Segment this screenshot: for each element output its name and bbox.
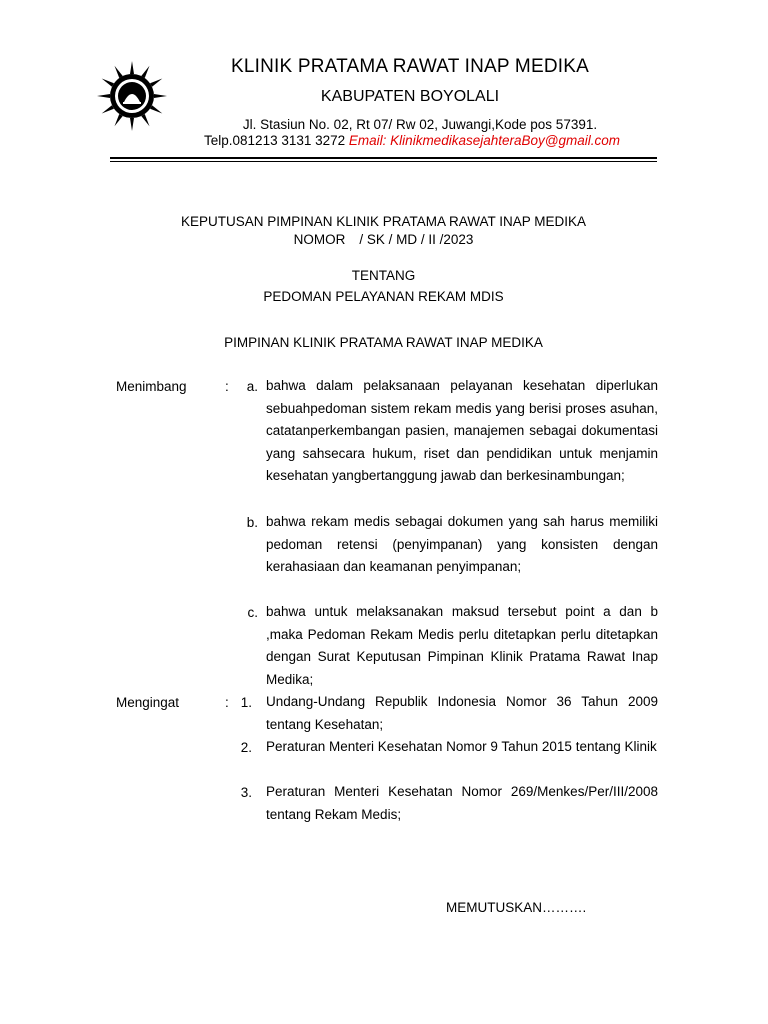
mengingat-item-1: Undang-Undang Republik Indonesia Nomor 36 Tahun 2009 tentang Kesehatan; <box>266 694 658 732</box>
menimbang-item-a: bahwa dalam pelaksanaan pelayanan kesehatan diperlukan sebuahpedoman sistem rekam medis yang berisi proses asuhan, catatanperkembangan pasien, manajemen sebagai dokumentasi yang sahsecara hukum, riset dan pendidikan untuk menjamin kesehatan yangbertanggung jawab dan berkesinambungan; <box>266 378 658 483</box>
decree-title: KEPUTUSAN PIMPINAN KLINIK PRATAMA RAWAT INAP MEDIKA <box>180 214 587 229</box>
menimbang-marker-a: a. <box>246 379 258 394</box>
menimbang-item-c: bahwa untuk melaksanakan maksud tersebut point a dan b ,maka Pedoman Rekam Medis perlu ditetapkan perlu ditetapkan dengan Surat Keputusan Pimpinan Klinik Pratama Rawat Inap Medika; <box>266 604 658 687</box>
tentang-heading: TENTANG <box>351 268 416 283</box>
clinic-address: Jl. Stasiun No. 02, Rt 07/ Rw 02, Juwangi,Kode pos 57391. <box>242 117 598 132</box>
regency-name: KABUPATEN BOYOLALI <box>320 88 500 105</box>
mengingat-marker-3: 3. <box>240 785 252 800</box>
clinic-phone: Telp.081213 3131 3272 <box>204 133 346 148</box>
mengingat-marker-2: 2. <box>240 740 252 755</box>
decree-authority: PIMPINAN KLINIK PRATAMA RAWAT INAP MEDIKA <box>224 335 543 350</box>
menimbang-marker-c: c. <box>247 605 258 620</box>
menimbang-label: Menimbang <box>116 379 187 394</box>
mengingat-label: Mengingat <box>116 695 180 710</box>
clinic-contact <box>112 133 712 148</box>
menimbang-marker-b: b. <box>246 515 258 530</box>
clinic-name: KLINIK PRATAMA RAWAT INAP MEDIKA <box>231 56 589 77</box>
mengingat-marker-1: 1. <box>240 695 252 710</box>
menimbang-item-b: bahwa rekam medis sebagai dokumen yang sah harus memiliki pedoman retensi (penyimpanan) yang konsisten dengan kerahasiaan dan keamanan penyimpanan; <box>266 514 658 574</box>
mengingat-item-3: Peraturan Menteri Kesehatan Nomor 269/Menkes/Per/III/2008 tentang Rekam Medis; <box>266 784 658 822</box>
memutuskan-heading: MEMUTUSKAN………. <box>446 900 587 915</box>
menimbang-colon: : <box>225 379 229 394</box>
sun-emblem-icon <box>96 60 168 132</box>
mengingat-colon: : <box>225 695 229 710</box>
letterhead-divider-thin <box>110 161 657 162</box>
clinic-email-link[interactable]: Email: KlinikmedikasejahteraBoy@gmail.com <box>348 133 620 148</box>
decree-subject: PEDOMAN PELAYANAN REKAM MDIS <box>263 289 504 304</box>
letterhead-divider-thick <box>110 157 657 159</box>
decree-number <box>110 232 657 247</box>
decree-number-label: NOMOR <box>293 232 346 247</box>
decree-number-value: / SK / MD / II /2023 <box>359 232 474 247</box>
mengingat-item-2: Peraturan Menteri Kesehatan Nomor 9 Tahun 2015 tentang Klinik <box>266 739 657 754</box>
